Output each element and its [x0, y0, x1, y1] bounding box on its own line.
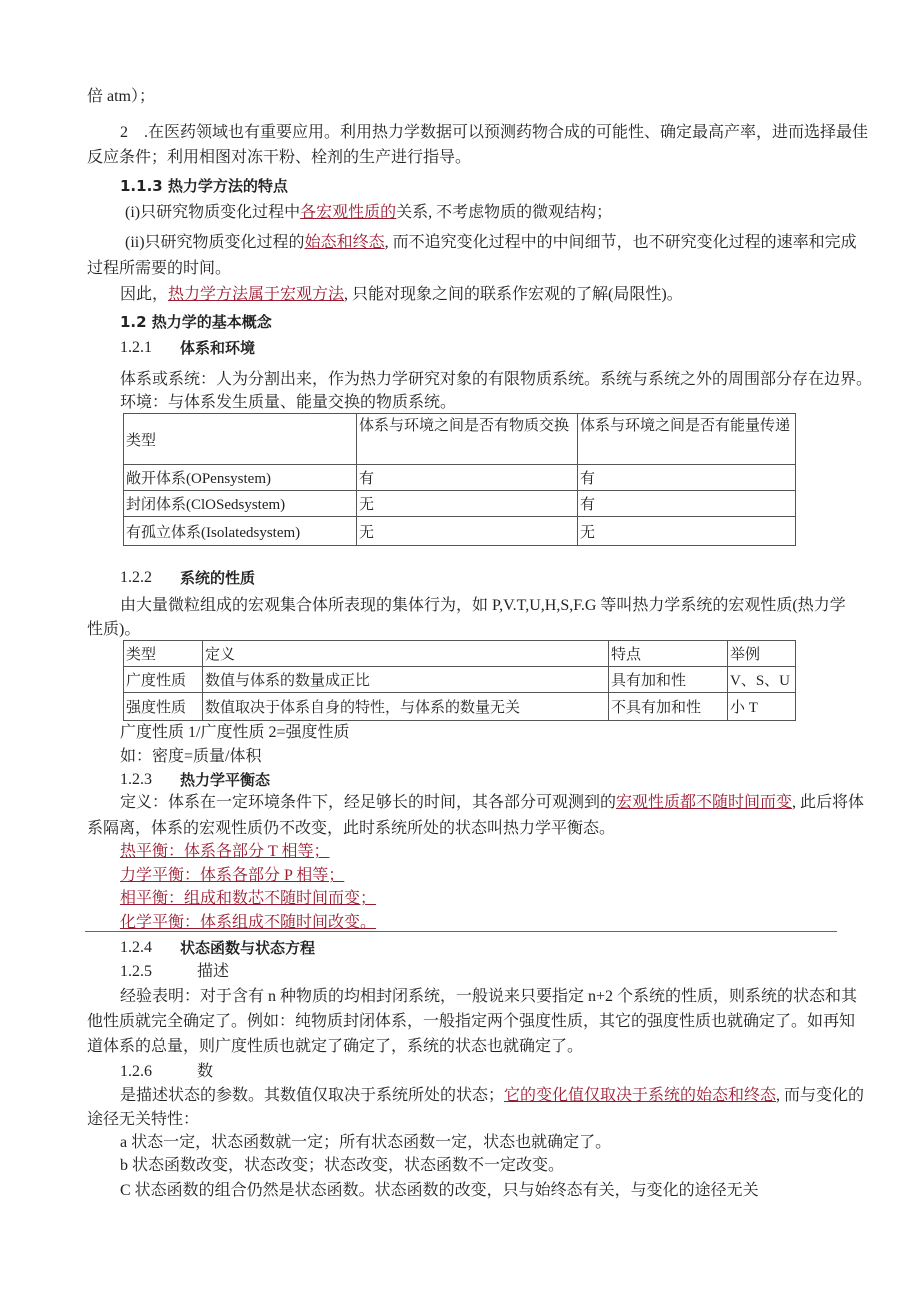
- section-number: 1.2.2: [120, 569, 152, 586]
- text-line: [120, 285, 683, 305]
- table-cell: 举例: [728, 641, 796, 667]
- highlight: 各宏观性质的: [300, 204, 397, 221]
- text-span: [124, 641, 796, 721]
- list-item: a 状态一定，状态函数就一定；所有状态函数一定，状态也就确定了。: [120, 1134, 612, 1151]
- properties-table: [123, 640, 796, 721]
- text-line: 过程所需要的时间。: [87, 260, 232, 277]
- table-cell: 有: [578, 465, 796, 491]
- table-cell: 无: [357, 491, 578, 517]
- text-span: (ii)只研究物质变化过程的: [125, 234, 305, 251]
- table-cell: 数值与体系的数量成正比: [203, 667, 609, 693]
- equilibrium-item: 相平衡：组成和数芯不随时间而变；: [120, 890, 377, 907]
- text-line: 倍 atm）；: [87, 88, 155, 105]
- text-line: 2 .在医药领域也有重要应用。利用热力学数据可以预测药物合成的可能性、确定最高产率，进而选择最佳: [120, 124, 869, 141]
- table-row: [124, 491, 796, 517]
- section-number: 1.2.6: [120, 1063, 152, 1080]
- text-line: 途径无关特性：: [87, 1111, 200, 1128]
- table-cell: 不具有加和性: [609, 693, 728, 721]
- highlight: 宏观性质都不随时间而变: [616, 794, 793, 811]
- text-span: , 只能对现象之间的联系作宏观的了解(局限性)。: [344, 286, 683, 303]
- text-span: 是描述状态的参数。其数值仅取决于系统所处的状态；: [120, 1087, 505, 1104]
- table-cell: 定义: [203, 641, 609, 667]
- section-heading: 数: [197, 1063, 214, 1080]
- table-cell: 无: [357, 517, 578, 546]
- table-header: 类型: [124, 414, 357, 465]
- text-line: 性质)。: [87, 621, 141, 638]
- section-number: 1.2.4: [120, 939, 152, 956]
- table-row: [124, 693, 796, 721]
- section-number: 1.2.3: [120, 771, 152, 788]
- table-cell: 具有加和性: [609, 667, 728, 693]
- text-span: [124, 414, 796, 546]
- section-heading: 热力学平衡态: [180, 771, 271, 789]
- table-cell: 敞开体系(OPensystem): [124, 465, 357, 491]
- section-heading: 状态函数与状态方程: [180, 939, 316, 957]
- text-line: 由大量微粒组成的宏观集合体所表现的集体行为，如 P,V.T,U,H,S,F.G 等叫热力学系统的宏观性质(热力学: [120, 597, 846, 614]
- highlight: 热力学方法属于宏观方法: [168, 286, 345, 303]
- text-span: 定义：体系在一定环境条件下，经足够长的时间，其各部分可观测到的: [120, 794, 617, 811]
- system-types-table: [123, 413, 796, 546]
- text-line: 他性质就完全确定了。例如：纯物质封闭体系，一般指定两个强度性质，其它的强度性质也就确定了。如再知: [87, 1013, 856, 1030]
- text-span: , 此后将体: [792, 794, 865, 811]
- section-number: 1.2.5: [120, 963, 152, 980]
- table-cell: V、S、U: [728, 667, 796, 693]
- text-line: 环境：与体系发生质量、能量交换的物质系统。: [120, 394, 457, 411]
- table-cell: 有: [578, 491, 796, 517]
- table-cell: 封闭体系(ClOSedsystem): [124, 491, 357, 517]
- table-row: [124, 465, 796, 491]
- table-row: [124, 517, 796, 546]
- section-heading: 系统的性质: [180, 569, 256, 587]
- text-span: , 而与变化的: [776, 1087, 865, 1104]
- text-line: [120, 1086, 864, 1106]
- text-line: 经验表明：对于含有 n 种物质的均相封闭系统，一般说来只要指定 n+2 个系统的性质，则系统的状态和其: [120, 988, 858, 1005]
- text-span: 关系, 不考虑物质的微观结构；: [396, 204, 613, 221]
- equilibrium-item: 热平衡：体系各部分 T 相等；: [120, 843, 330, 860]
- equilibrium-item: 力学平衡：体系各部分 P 相等；: [120, 867, 345, 884]
- text-line: 系隔离，体系的宏观性质仍不改变，此时系统所处的状态叫热力学平衡态。: [87, 820, 616, 837]
- text-line: 广度性质 1/广度性质 2=强度性质: [120, 724, 350, 741]
- table-cell: 特点: [609, 641, 728, 667]
- highlight: 始态和终态: [304, 234, 385, 251]
- section-heading: 1.2 热力学的基本概念: [120, 313, 272, 331]
- text-line: 如：密度=质量/体积: [120, 748, 262, 765]
- text-line: 道体系的总量，则广度性质也就定了确定了，系统的状态也就确定了。: [87, 1038, 584, 1055]
- table-cell: 类型: [124, 641, 203, 667]
- table-header: 体系与环境之间是否有物质交换: [357, 414, 578, 465]
- text-span: , 而不追究变化过程中的中间细节，也不研究变化过程的速率和完成: [384, 234, 857, 251]
- text-line: 体系或系统：人为分割出来，作为热力学研究对象的有限物质系统。系统与系统之外的周围部分存在边界。: [120, 371, 873, 388]
- text-span: [124, 414, 796, 465]
- table-row: [124, 667, 796, 693]
- list-item: C 状态函数的组合仍然是状态函数。状态函数的改变，只与始终态有关，与变化的途径无关: [120, 1182, 759, 1199]
- highlight: 它的变化值仅取决于系统的始态和终态: [504, 1087, 777, 1104]
- divider: [85, 931, 837, 932]
- table-header: 体系与环境之间是否有能量传递: [578, 414, 796, 465]
- table-cell: 有孤立体系(Isolatedsystem): [124, 517, 357, 546]
- table-cell: 有: [357, 465, 578, 491]
- equilibrium-item: 化学平衡：体系组成不随时间改变。: [120, 914, 377, 931]
- section-number: 1.2.1: [120, 339, 152, 356]
- text-span: 因此，: [120, 286, 169, 303]
- section-heading: 描述: [197, 963, 230, 980]
- table-cell: 小 T: [728, 693, 796, 721]
- text-line: [120, 793, 864, 813]
- table-row: [124, 641, 796, 667]
- text-line: [125, 203, 612, 223]
- table-cell: 强度性质: [124, 693, 203, 721]
- table-cell: 广度性质: [124, 667, 203, 693]
- section-heading: 1.1.3 热力学方法的特点: [120, 177, 288, 195]
- text-span: (i)只研究物质变化过程中: [125, 204, 301, 221]
- text-line: 反应条件；利用相图对冻干粉、栓剂的生产进行指导。: [87, 149, 472, 166]
- section-heading: 体系和环境: [180, 339, 256, 357]
- list-item: b 状态函数改变，状态改变；状态改变，状态函数不一定改变。: [120, 1157, 565, 1174]
- table-cell: 数值取决于体系自身的特性，与体系的数量无关: [203, 693, 609, 721]
- text-line: [125, 233, 857, 253]
- table-cell: 无: [578, 517, 796, 546]
